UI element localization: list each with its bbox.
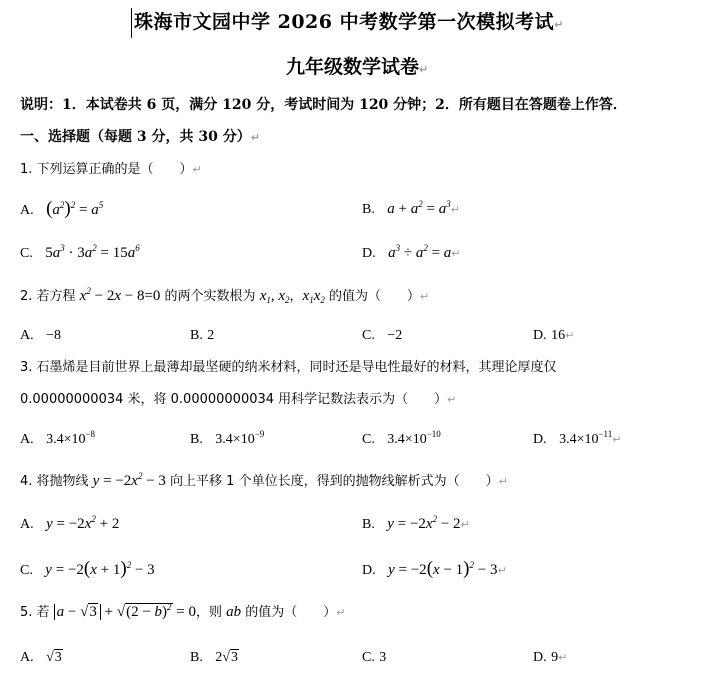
exam-instructions xyxy=(20,95,627,115)
option-a-expr: $(a^2)^2 = a^5$ xyxy=(46,198,104,219)
question-5-option-b xyxy=(190,647,239,668)
paragraph-mark-icon: ↵ xyxy=(450,203,460,216)
section-heading-text: 一、选择题（每题 3 分，共 30 分） xyxy=(20,129,251,145)
option-c-expr: $3.4\times 10^{-10}$ xyxy=(387,429,441,447)
option-label: A. xyxy=(20,328,34,343)
option-label: C. xyxy=(362,650,375,665)
paragraph-mark-icon: ↵ xyxy=(336,606,346,619)
question-5-option-d xyxy=(533,647,567,668)
option-label: B. xyxy=(362,517,375,532)
paragraph-mark-icon: ↵ xyxy=(451,247,461,260)
option-label: B. xyxy=(190,328,203,343)
option-b-expr: $a + a^2 = a^3$ xyxy=(387,199,451,217)
option-label: C. xyxy=(20,563,33,578)
exam-subtitle xyxy=(286,54,428,83)
option-a-expr: −8 xyxy=(46,328,61,343)
exam-title-text: 珠海市文园中学 2026 中考数学第一次模拟考试 xyxy=(134,11,555,33)
question-3-stem-line-1 xyxy=(20,358,557,378)
question-3-option-c xyxy=(362,429,441,450)
paragraph-mark-icon: ↵ xyxy=(558,651,568,664)
question-2-option-c xyxy=(362,325,402,346)
stem-text: 的值为（ ） xyxy=(241,605,337,620)
question-1-option-c xyxy=(20,243,140,264)
question-3-stem-line-2 xyxy=(20,390,456,410)
option-a-expr: $y = -2x^2 + 2$ xyxy=(46,514,120,532)
stem-text: 4. 将抛物线 xyxy=(20,474,93,489)
paragraph-mark-icon: ↵ xyxy=(447,393,457,406)
question-1-option-b xyxy=(362,199,460,220)
option-c-expr: $y = -2(x + 1)^2 - 3$ xyxy=(45,558,155,579)
option-c-expr: −2 xyxy=(387,328,403,343)
stem-text: ， xyxy=(289,289,303,304)
question-5-option-c xyxy=(362,647,386,668)
option-d-expr: 9 xyxy=(551,650,559,665)
question-2-option-b xyxy=(190,325,214,346)
question-5-option-a xyxy=(20,647,63,668)
option-b-expr: 2√3 xyxy=(215,650,238,665)
option-c-expr: $5a^3 \cdot 3a^2 = 15a^6$ xyxy=(45,243,140,261)
paragraph-mark-icon: ↵ xyxy=(497,564,507,577)
section-heading xyxy=(20,127,260,148)
option-b-expr: $3.4\times 10^{-9}$ xyxy=(215,429,265,447)
stem-text: 3. 石墨烯是目前世界上最薄却最坚硬的纳米材料，同时还是导电性最好的材料，其理论厚度仅 xyxy=(20,360,557,375)
option-label: A. xyxy=(20,203,34,218)
option-label: B. xyxy=(190,650,203,665)
stem-text: 的两个实数根为 xyxy=(160,289,260,304)
question-4-option-c xyxy=(20,559,155,581)
product: $x_1x_2$ xyxy=(302,288,325,305)
stem-text: 的值为（ ） xyxy=(324,289,421,304)
question-4-stem xyxy=(20,471,508,492)
option-d-expr: 16 xyxy=(551,328,566,343)
question-3-option-b xyxy=(190,429,264,450)
option-label: D. xyxy=(533,328,547,343)
stem-text: ，则 xyxy=(196,605,227,620)
parabola-equation: $y = -2x^2 - 3$ xyxy=(92,471,166,489)
stem-text: 0.00000000034 米，将 0.00000000034 用科学记数法表示为（ ） xyxy=(20,392,448,407)
paragraph-mark-icon: ↵ xyxy=(419,63,429,76)
condition-expr: $a - √3 + √(2 - b)^2 = 0$ xyxy=(54,603,196,620)
question-1-option-d xyxy=(362,243,461,264)
option-label: A. xyxy=(20,517,34,532)
option-label: B. xyxy=(362,202,375,217)
exam-subtitle-text: 九年级数学试卷 xyxy=(286,56,420,78)
option-label: A. xyxy=(20,650,34,665)
stem-text: 2. 若方程 xyxy=(20,289,80,304)
option-b-expr: 2 xyxy=(207,328,215,343)
question-4-option-d xyxy=(362,559,507,581)
option-label: C. xyxy=(20,246,33,261)
exam-title xyxy=(134,9,564,38)
paragraph-mark-icon: ↵ xyxy=(565,329,575,342)
text-cursor xyxy=(131,8,132,38)
option-label: C. xyxy=(362,328,375,343)
option-label: C. xyxy=(362,432,375,447)
stem-text: 5. 若 xyxy=(20,605,54,620)
option-label: D. xyxy=(533,432,547,447)
option-d-expr: $3.4\times 10^{-11}$ xyxy=(559,429,613,447)
option-label: A. xyxy=(20,432,34,447)
option-label: D. xyxy=(533,650,547,665)
question-4-option-a xyxy=(20,514,119,535)
paragraph-mark-icon: ↵ xyxy=(250,131,260,144)
question-3-option-d xyxy=(533,429,621,450)
question-2-stem xyxy=(20,286,429,307)
question-2-option-d xyxy=(533,325,574,346)
option-b-expr: $y = -2x^2 - 2$ xyxy=(387,514,461,532)
paragraph-mark-icon: ↵ xyxy=(460,518,470,531)
equation: $x^2 - 2x - 8=0$ xyxy=(79,286,161,304)
paragraph-mark-icon: ↵ xyxy=(420,290,430,303)
option-a-expr: √3 xyxy=(46,650,62,665)
option-a-expr: $3.4\times 10^{-8}$ xyxy=(46,429,96,447)
paragraph-mark-icon: ↵ xyxy=(612,433,622,446)
question-1-stem xyxy=(20,160,202,180)
option-d-expr: $a^3 \div a^2 = a$ xyxy=(388,243,452,261)
option-d-expr: $y = -2(x - 1)^2 - 3$ xyxy=(388,558,498,579)
question-3-option-a xyxy=(20,429,95,450)
question-5-stem xyxy=(20,602,346,623)
paragraph-mark-icon: ↵ xyxy=(498,475,508,488)
question-2-option-a xyxy=(20,325,61,346)
question-1-text: 1. 下列运算正确的是（ ） xyxy=(20,162,193,177)
roots: $x_1$, $x_2$ xyxy=(259,288,290,305)
product-ab: ab xyxy=(226,604,242,620)
stem-text: 向上平移 1 个单位长度，得到的抛物线解析式为（ ） xyxy=(165,474,499,489)
paragraph-mark-icon: ↵ xyxy=(192,163,202,176)
question-1-option-a xyxy=(20,199,103,221)
question-4-option-b xyxy=(362,514,470,535)
option-label: D. xyxy=(362,563,376,578)
paragraph-mark-icon: ↵ xyxy=(554,18,564,31)
option-c-expr: 3 xyxy=(379,650,387,665)
option-label: B. xyxy=(190,432,203,447)
option-label: D. xyxy=(362,246,376,261)
instructions-text: 说明：1．本试卷共 6 页，满分 120 分，考试时间为 120 分钟；2．所有题目在答题卷上作答． xyxy=(20,97,627,113)
